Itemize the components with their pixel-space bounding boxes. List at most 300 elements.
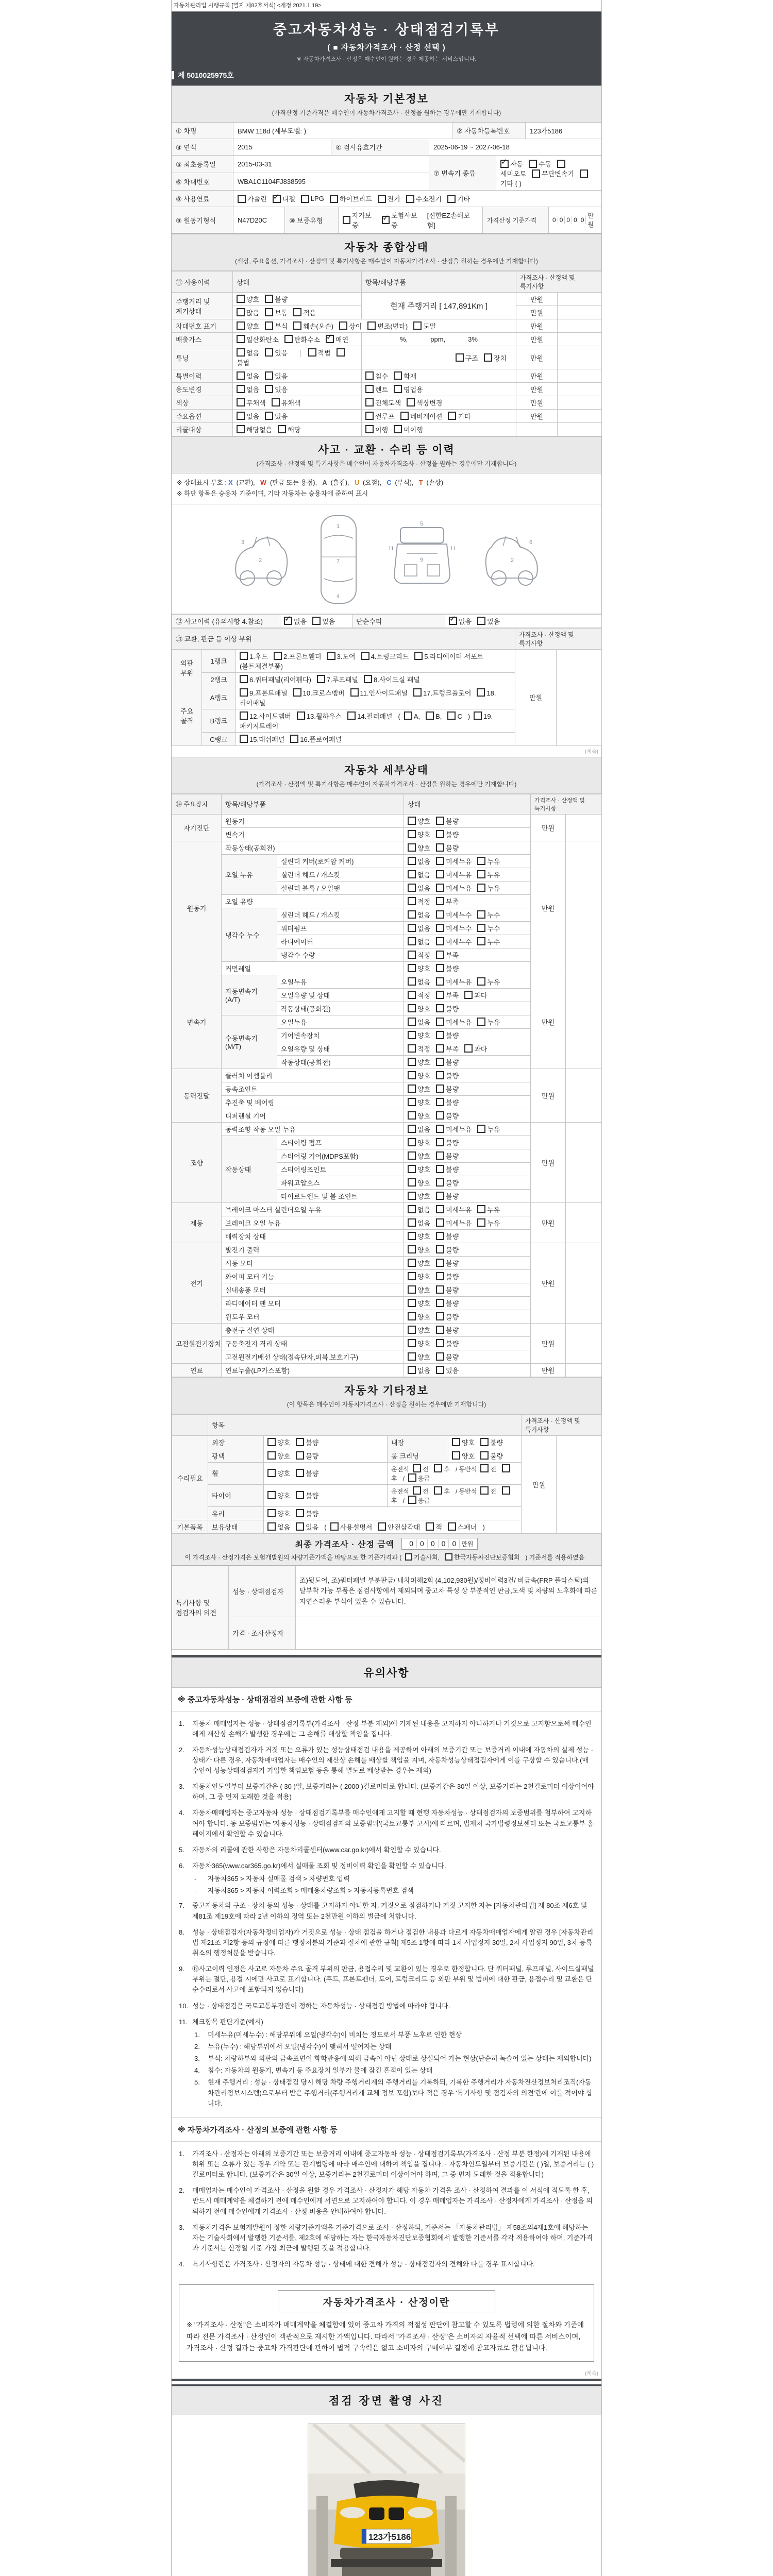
option-label: 불량 <box>446 1299 459 1308</box>
item-label: 시동 모터 <box>222 1256 404 1269</box>
option-text: (교환), <box>236 479 257 486</box>
rank-price-cell: 만원 <box>515 649 557 745</box>
accident-history-table <box>172 614 602 628</box>
notice-number: 1. <box>179 1719 184 1727</box>
field-reg-no-label: ② 자동차등록번호 <box>452 123 526 139</box>
item-label: 윈도우 모터 <box>222 1310 404 1323</box>
checkbox <box>365 385 374 393</box>
checkbox <box>408 817 416 825</box>
notes-cell <box>558 293 602 306</box>
state-options <box>404 814 531 827</box>
field-inspection-period-value: 2025-06-19 ~ 2027-06-18 <box>429 139 601 156</box>
checkbox <box>408 1272 416 1280</box>
price-cell: 만원 <box>516 410 558 423</box>
notice-item <box>179 2259 594 2269</box>
checkbox <box>265 385 273 393</box>
checkbox <box>408 1178 416 1187</box>
checkbox <box>436 897 444 905</box>
state-options <box>404 921 531 935</box>
notice-text: 성능 · 상태점검은 국토교통부장관이 정하는 자동차성능 · 상태점검 방법에 따라야 합니다. <box>192 2002 450 2010</box>
notice-number: - <box>194 1875 197 1883</box>
notice-item <box>179 2223 594 2253</box>
checkbox-checked <box>273 195 281 203</box>
checkbox <box>408 1339 416 1347</box>
checkbox <box>408 1058 416 1066</box>
option-label: 전 <box>422 1487 429 1495</box>
notes-cell <box>566 1323 602 1363</box>
option-label: 미세누유 <box>446 884 472 892</box>
accident-legend-line2: ※ 하단 항목은 승용차 기준이며, 기타 자동차는 승용차에 준하여 표시 <box>177 490 368 498</box>
svg-text:5: 5 <box>420 520 424 527</box>
option-label: 기타 <box>458 413 471 420</box>
svg-text:11: 11 <box>388 545 394 552</box>
section-etc-title: 자동차 기타정보 <box>344 1384 429 1397</box>
notice-text: 현재 주행거리 : 성능 · 상태점검 당시 해당 차량 주행거리계의 주행거리를 기록하되, 기록한 주행거리가 자동차전산정보처리조직(자동차관리정보시스템)으로부터 받은 주행거리(주행거리계 교체 정보 포함)보다 적은 경우 '특기사항 및 점검자의 의견'란에 이를 적어야 합니다. <box>208 2078 593 2107</box>
field-transmission-label: ⑦ 변속기 종류 <box>429 156 496 191</box>
option-label: 4.트렁크리드 <box>371 652 409 660</box>
row-tuning-kind-options <box>362 346 516 369</box>
option-label: 불량 <box>446 1085 459 1093</box>
option-text: (판금 또는 용접), <box>270 479 319 486</box>
option-text: W <box>260 479 266 486</box>
state-options <box>404 868 531 881</box>
checkbox <box>408 857 416 865</box>
notice-item <box>179 1901 594 1921</box>
checkbox <box>293 688 301 697</box>
checkbox <box>426 1522 434 1531</box>
option-label: 없음 <box>246 386 260 394</box>
state-options <box>404 1069 531 1082</box>
notice-number: 1. <box>194 2030 200 2039</box>
checkbox <box>394 371 402 380</box>
state-options <box>404 1202 531 1216</box>
notes-cell <box>558 396 602 410</box>
checkbox <box>529 160 537 168</box>
state-options <box>404 961 531 975</box>
option-label: 미세누유 <box>446 871 472 879</box>
option-label: 불량 <box>306 1452 319 1460</box>
checkbox <box>434 1464 442 1472</box>
checkbox <box>296 1438 304 1446</box>
checkbox <box>436 977 444 986</box>
option-label: 불량 <box>446 1273 459 1281</box>
checkbox <box>436 817 444 825</box>
price-digit: 0 <box>439 1539 449 1548</box>
option-label: 16.플로어패널 <box>300 735 342 743</box>
title-band <box>172 12 601 86</box>
option-label: 없음 <box>246 413 260 420</box>
notes-cell <box>566 841 602 975</box>
price-cell: 만원 <box>516 396 558 410</box>
device-group-label: 동력전달 <box>172 1069 222 1122</box>
checkbox-checked <box>449 617 457 625</box>
notice-item <box>179 1845 594 1855</box>
price-cell: 만원 <box>531 1202 566 1243</box>
notice-number: 3. <box>194 2055 200 2063</box>
state-options <box>404 1028 531 1042</box>
checkbox <box>408 1259 416 1267</box>
notice-number: 4. <box>179 2260 184 2268</box>
checkbox <box>267 1491 276 1499</box>
device-group-label: 고전원전기장치 <box>172 1323 222 1363</box>
state-options <box>404 1336 531 1350</box>
checkbox <box>408 1004 416 1012</box>
option-label: 가솔린 <box>247 195 267 203</box>
option-label: 후 <box>444 1487 450 1495</box>
inspection-photos <box>172 2415 601 2576</box>
item-label: 충전구 절연 상태 <box>222 1323 404 1336</box>
option-label: 전 <box>422 1465 429 1473</box>
field-vin-value: WBA1C1104FJ838595 <box>233 173 429 191</box>
option-label: 후 <box>444 1465 450 1473</box>
option-label: 양호 <box>417 1232 431 1241</box>
notes-cell <box>558 410 602 423</box>
option-label: 없음 <box>294 617 307 625</box>
option-label: 있음 <box>275 386 288 394</box>
option-text: ) <box>467 712 470 720</box>
notice-item <box>179 1719 594 1739</box>
state-options <box>404 1363 531 1377</box>
svg-text:3: 3 <box>241 539 245 546</box>
option-label: 불량 <box>306 1492 319 1500</box>
checkbox <box>394 385 402 393</box>
checkbox <box>378 1522 386 1531</box>
option-label: 도말 <box>423 323 436 330</box>
state-options <box>404 1216 531 1229</box>
section-overall-title: 자동차 종합상태 <box>344 242 429 253</box>
checkbox <box>436 1218 444 1227</box>
remarks-appraiser-label: 가격 · 조사산정자 <box>229 1617 296 1649</box>
option-text: ) <box>482 1523 485 1531</box>
row-color-options-1 <box>233 396 362 410</box>
option-label: 양호 <box>417 1058 431 1066</box>
item-label: 실린더 커버(로커암 커버) <box>277 854 404 868</box>
checkbox <box>408 1312 416 1320</box>
checkbox <box>330 195 338 203</box>
option-label: 양호 <box>417 1031 431 1040</box>
notice-text: 부식: 차량하부와 외판의 금속표면이 화학반응에 의해 금속이 아닌 상태로 상실되어 가는 현상(단순히 녹슬어 있는 상태는 제외합니다) <box>208 2055 592 2063</box>
option-label: 불량 <box>446 1139 459 1147</box>
checkbox <box>267 1438 276 1446</box>
option-text: 이 가격조사 · 산정가격은 보험개발원의 차량기준가액을 바탕으로 한 기준가격과 ( <box>184 1553 402 1561</box>
checkbox <box>330 1522 339 1531</box>
option-label: 양호 <box>417 1340 431 1348</box>
checkbox <box>445 1553 452 1561</box>
item-label: 스티어링조인트 <box>277 1162 404 1176</box>
etc-wheel-options <box>264 1462 388 1484</box>
option-label: 적정 <box>417 951 431 959</box>
notice-number: 9. <box>179 1965 184 1973</box>
option-label: 양호 <box>417 1273 431 1281</box>
checkbox <box>436 1138 444 1146</box>
option-label: 양호 <box>277 1510 291 1518</box>
notice-number: 10. <box>179 2002 189 2010</box>
etc-wheel-label: 휠 <box>208 1462 264 1484</box>
option-label: 양호 <box>277 1438 291 1447</box>
section-basic-title: 자동차 기본정보 <box>344 93 429 105</box>
option-label: 불량 <box>275 296 288 303</box>
option-label: 없음 <box>246 372 260 380</box>
notice-item <box>194 2077 594 2108</box>
svg-text:6: 6 <box>529 539 533 546</box>
detail-state-table <box>172 794 602 1377</box>
checkbox <box>408 1018 416 1026</box>
checkbox <box>464 1044 473 1053</box>
option-label: 양호 <box>417 1005 431 1013</box>
item-label: 냉각수 수량 <box>277 948 404 961</box>
option-label: 양호 <box>277 1492 291 1500</box>
option-label: 불량 <box>446 1246 459 1254</box>
notice-text: 자동차365 > 자동차 이력조회 > 매매용차량조회 > 자동차등록번호 검색 <box>208 1887 414 1895</box>
option-label: 1.후드 <box>249 652 268 660</box>
rankC-options <box>236 732 515 745</box>
checkbox <box>436 1071 444 1079</box>
checkbox <box>436 884 444 892</box>
item-label: 브레이크 마스터 실린더오일 누유 <box>222 1202 404 1216</box>
option-label: 양호 <box>417 1165 431 1174</box>
remarks-label: 특기사항 및 점검자의 의견 <box>172 1566 229 1649</box>
svg-text:4: 4 <box>337 593 340 600</box>
accident-history-options <box>280 614 352 628</box>
option-label: 장치 <box>493 354 507 362</box>
option-label: 양호 <box>417 1259 431 1267</box>
item-label: 브레이크 오일 누유 <box>222 1216 404 1229</box>
checkbox <box>408 964 416 972</box>
state-options <box>404 827 531 841</box>
option-label: 14.필러패널 <box>357 712 393 720</box>
option-label: 미세누유 <box>446 1125 472 1133</box>
option-text: / 동반석 <box>455 1465 477 1473</box>
checkbox <box>408 1326 416 1334</box>
notice-text: 자동차인도일부터 보증기간은 ( 30 )일, 보증거리는 ( 2000 )킬로미터로 합니다. (보증기간은 30일 이상, 보증거리는 2천킬로미터 이상이어야 하며, 그 중 먼저 도래한 것을 적용) <box>192 1783 594 1801</box>
option-label: 해당없음 <box>246 426 273 434</box>
checkbox <box>237 385 245 393</box>
checkbox <box>367 321 376 330</box>
checkbox <box>408 1084 416 1093</box>
option-label: 없음 <box>417 871 431 879</box>
rank2-options <box>236 672 515 686</box>
notice-text: 누유(누수) : 해당부위에서 오일(냉각수)이 맺혀서 떨어지는 상태 <box>208 2043 392 2051</box>
row-usage-options-1 <box>233 383 362 396</box>
item-label: 실린더 블록 / 오일팬 <box>277 881 404 894</box>
notice-item <box>179 2001 594 2011</box>
overall-col-price: 가격조사 · 산정액 및 특기사항 <box>516 272 602 293</box>
option-label: 2.프론트휀더 <box>283 652 322 660</box>
price-cell: 만원 <box>516 369 558 383</box>
option-label: 있음 <box>306 1523 319 1531</box>
item-label: 실린더 헤드 / 개스킷 <box>277 868 404 881</box>
notes-cell <box>558 319 602 333</box>
checkbox <box>477 688 485 697</box>
accident-legend-line1: ※ 상태표시 부호 : X (교환), W (판금 또는 용접), A (흠집), U (요철), C (부식), T (손상) <box>177 479 444 486</box>
device-subgroup-label: 수동변속기 (M/T) <box>222 1015 277 1069</box>
option-label: 없음 <box>246 349 260 357</box>
checkbox <box>436 1339 444 1347</box>
checkbox <box>480 1486 489 1495</box>
notes-cell <box>558 333 602 346</box>
field-year-label: ③ 연식 <box>172 139 233 156</box>
option-label: 미세누유 <box>446 978 472 986</box>
option-label: 부식 <box>275 323 288 330</box>
checkbox <box>436 910 444 919</box>
option-label: 전 <box>490 1487 497 1495</box>
checkbox <box>477 977 485 986</box>
option-label: 무단변속기 <box>542 170 575 178</box>
option-label: 불량 <box>306 1470 319 1478</box>
checkbox <box>408 937 416 945</box>
item-label: 등속조인트 <box>222 1082 404 1095</box>
option-label: 색상변경 <box>416 399 443 407</box>
option-label: 없음 <box>417 884 431 892</box>
checkbox <box>237 321 245 330</box>
checkbox <box>480 1451 489 1460</box>
checkbox <box>477 617 485 625</box>
notice-item <box>194 1874 594 1884</box>
basic-info-table <box>172 123 601 234</box>
item-label: 작동상태(공회전) <box>277 1002 404 1015</box>
price-cell: 만원 <box>516 346 558 369</box>
checkbox <box>408 1245 416 1253</box>
item-label: 구동축전지 격리 상태 <box>222 1336 404 1350</box>
notice-item <box>179 1927 594 1958</box>
item-label: 오일 유량 <box>222 894 404 908</box>
option-label: 불량 <box>446 1192 459 1200</box>
section-overall-subtitle: (색상, 주요옵션, 가격조사 · 산정액 및 특기사항은 매수인이 자동차가격조사 · 산정을 원하는 경우에만 기재합니다) <box>235 258 538 265</box>
checkbox <box>436 1299 444 1307</box>
svg-text:7: 7 <box>337 558 340 565</box>
checkbox <box>408 1151 416 1160</box>
device-group-label: 연료 <box>172 1363 222 1377</box>
etc-col-item: 항목 <box>208 1414 522 1435</box>
notice-item <box>179 1861 594 1871</box>
checkbox <box>436 1245 444 1253</box>
etc-exterior-label: 외장 <box>208 1435 264 1449</box>
option-label: 있음 <box>322 617 335 625</box>
option-label: 변조(변타) <box>377 323 408 330</box>
state-options <box>404 1015 531 1028</box>
option-label: 없음 <box>417 924 431 933</box>
notice-item <box>194 2030 594 2040</box>
state-options <box>404 1243 531 1256</box>
checkbox <box>408 1192 416 1200</box>
field-base-price-value <box>549 207 601 233</box>
option-label: 영업용 <box>404 386 423 394</box>
checkbox <box>265 412 273 420</box>
item-label: 커먼레일 <box>222 961 404 975</box>
option-label: 잭 <box>435 1523 442 1531</box>
state-options <box>404 1055 531 1069</box>
detail-col-price: 가격조사 · 산정액 및 특기사항 <box>531 794 602 814</box>
checkbox-checked <box>326 335 334 343</box>
checkbox <box>477 910 485 919</box>
checkbox <box>237 371 245 380</box>
etc-polish-options <box>264 1449 388 1462</box>
rankA-options <box>236 686 515 709</box>
state-options <box>404 1095 531 1109</box>
option-label: 불량 <box>490 1452 503 1460</box>
option-label: 해당 <box>288 426 301 434</box>
info-box-body: ※ "가격조사 · 산정"은 소비자가 매매계약을 체결함에 있어 중고차 가격의 적절성 판단에 참고할 수 있도록 법령에 의한 절차와 기준에 따라 전문 가격조사 · 산정인이 객관적으로 제시한 가액입니다. 따라서 "가격조사 · 산정"은 소비자의 자율적 선택에 따른 서비스이며, 가격조사 · 산정 결과는 중고차 가격판단에 관하여 법적 구속력은 없고 소비자의 구매여부 결정에 참고자료로 활용됩니다. <box>187 2321 584 2352</box>
state-options <box>404 1256 531 1269</box>
checkbox <box>436 1084 444 1093</box>
etc-tire-options <box>264 1484 388 1506</box>
checkbox <box>408 1165 416 1173</box>
checkbox <box>296 1509 304 1517</box>
checkbox <box>265 308 273 316</box>
checkbox <box>436 1044 444 1053</box>
rank1-label: 1랭크 <box>202 649 236 672</box>
state-options <box>404 1350 531 1363</box>
option-label: 양호 <box>462 1452 475 1460</box>
notice-text: 침수: 자동차의 원동기, 변속기 등 주요장치 일부가 물에 잠긴 흔적이 있는 상태 <box>208 2066 433 2075</box>
option-label: 사용설명서 <box>340 1523 373 1531</box>
option-label: 양호 <box>246 296 260 303</box>
checkbox <box>408 1071 416 1079</box>
notice-text: 중고자동차의 구조 · 장치 등의 성능 · 상태를 고지하지 아니한 자, 거짓으로 점검하거나 거짓 고지한 자는 [자동차관리법] 제 80조 제6호 및 제81조 제19호에 따라 2년 이하의 징역 또는 2천만원 이하의 벌금에 처합니다. <box>192 1902 587 1920</box>
option-label: 수소전기 <box>415 195 442 203</box>
rank1-options <box>236 649 515 672</box>
section-detail-subtitle: (가격조사 · 산정액 및 특기사항은 매수인이 자동차가격조사 · 산정을 원하는 경우에만 기재합니다) <box>256 780 517 788</box>
option-label: 있음 <box>275 349 288 357</box>
checkbox <box>408 1098 416 1106</box>
checkbox <box>448 1522 456 1531</box>
docno-bar-icon <box>172 71 174 79</box>
item-label: 추진축 및 베어링 <box>222 1095 404 1109</box>
checkbox <box>436 1326 444 1334</box>
state-options <box>404 854 531 868</box>
section-basic-header <box>172 86 601 123</box>
option-label: 양호 <box>277 1452 291 1460</box>
field-engine-type-value: N47D20C <box>233 207 285 233</box>
checkbox <box>436 830 444 838</box>
etc-holding-label: 보유상태 <box>208 1520 264 1533</box>
price-digit: 0 <box>417 1539 428 1548</box>
option-label: 누수 <box>487 938 500 946</box>
checkbox <box>408 1496 416 1504</box>
car-diagram-side-left <box>227 513 291 606</box>
checkbox <box>240 675 248 683</box>
etc-tire-detail <box>388 1484 522 1506</box>
rankB-label: B랭크 <box>202 709 236 732</box>
notice-text: 자동차성능상태점검자가 거짓 또는 오류가 있는 성능상태점검 내용을 제공하여 아래의 보증기간 또는 보증거리 이내에 자동차의 실제 성능 · 상태가 다른 경우, 자동차매매업자는 매수인의 재산상 손해를 배상할 책임을 지며, 자동차성능상태점검자에게 이를 구상할 수 있습니다.(매수인이 성능상태점검자가 가입한 책임보험 등을 통해 별도로 배상받는 경우는 제외) <box>192 1745 593 1775</box>
option-label: 불량 <box>446 1313 459 1321</box>
checkbox <box>532 170 540 178</box>
checkbox <box>265 321 273 330</box>
checkbox <box>456 353 464 362</box>
checkbox <box>339 321 347 330</box>
notice-item <box>179 2017 594 2027</box>
checkbox <box>290 735 298 743</box>
checkbox <box>237 425 245 433</box>
checkbox <box>265 348 273 357</box>
inspection-report-document <box>171 0 602 2576</box>
state-options <box>404 1122 531 1136</box>
etc-interior-options <box>448 1435 522 1449</box>
option-text: T <box>418 479 423 486</box>
row-color-options-2 <box>362 396 516 410</box>
checkbox <box>436 1259 444 1267</box>
notice-sec2-head: ※ 자동차가격조사 · 산정의 보증에 관한 사항 등 <box>172 2117 601 2142</box>
option-label: 양호 <box>417 1152 431 1160</box>
option-text: ( <box>324 1523 327 1531</box>
option-label: 양호 <box>417 1313 431 1321</box>
option-label: 매연 <box>335 336 349 344</box>
price-cell: 만원 <box>531 841 566 975</box>
checkbox <box>474 711 482 720</box>
row-special-options-1 <box>233 369 362 383</box>
remarks-appraiser-text <box>296 1617 602 1649</box>
option-label: 미세누유 <box>446 857 472 866</box>
